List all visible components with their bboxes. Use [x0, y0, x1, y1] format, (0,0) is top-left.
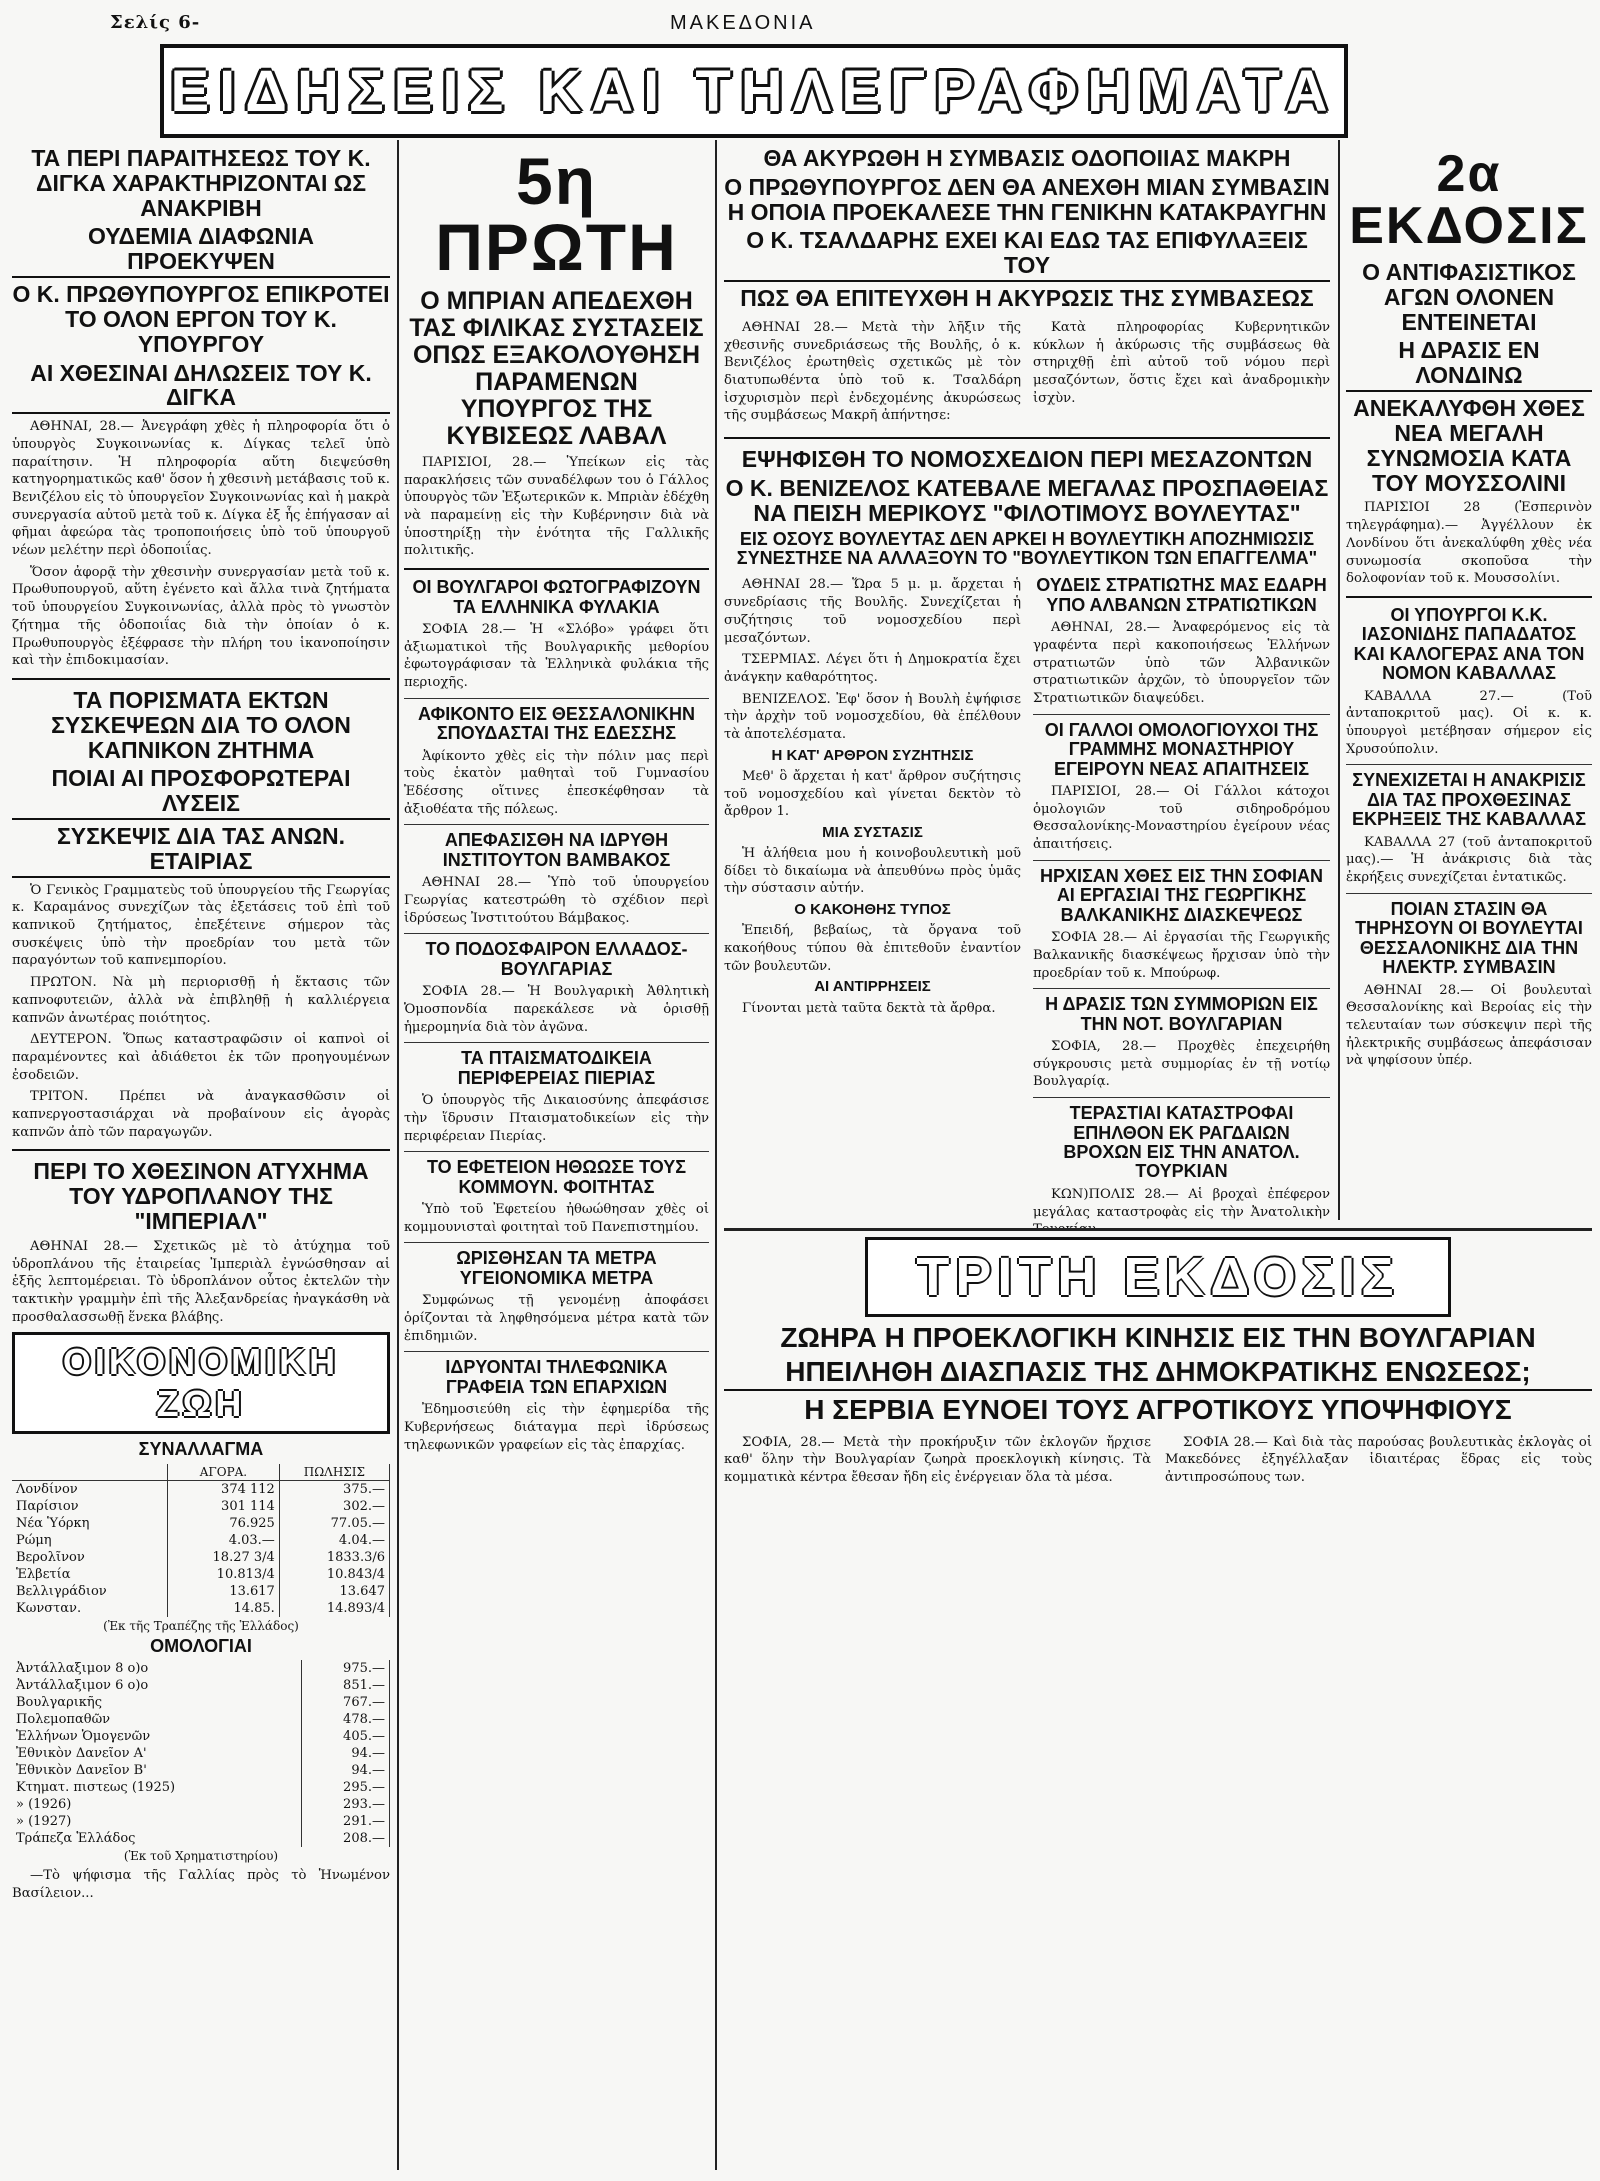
article-text: ΣΟΦΙΑ 28.— Ἡ Βουλγαρικὴ Ἀθλητικὴ Ὁμοσπονδία παρεκάλεσε νὰ ὁρισθῇ ἡμερομηνία διὰ τὸν ἀγῶνα.	[404, 984, 709, 1035]
fx-col-sell: ΠΩΛΗΣΙΣ	[279, 1464, 389, 1481]
column-1	[12, 142, 390, 2172]
article-text: Συμφώνως τῇ γενομένῃ ἀποφάσει ὁρίζονται τὰ ληφθησόμενα μέτρα κατὰ τῶν ἐπιδημιῶν.	[404, 1293, 709, 1344]
table-row: Παρίσιον 301 114 302.—	[12, 1498, 390, 1515]
article-rule	[12, 1149, 390, 1151]
article-rule	[1346, 764, 1592, 765]
article-text: Κατὰ πληροφορίας Κυβερνητικῶν κύκλων ἡ ἀκύρωσις τῆς συμβάσεως θὰ στηριχθῇ ἐπὶ αὐτοῦ τοῦ νόμου περὶ μεσαζόντων, ὅστις ἔχει καὶ ἀναδρομικὴν ἰσχὺν.	[1033, 319, 1330, 406]
headline: ΩΡΙΣΘΗΣΑΝ ΤΑ ΜΕΤΡΑ ΥΓΕΙΟΝΟΜΙΚΑ ΜΕΤΡΑ	[456, 1248, 657, 1288]
table-row: Ρώμη 4.03.— 4.04.—	[12, 1532, 390, 1549]
top-line	[110, 12, 1340, 36]
headline: Ο Κ. ΤΣΑΛΔΑΡΗΣ ΕΧΕΙ ΚΑΙ ΕΔΩ ΤΑΣ ΕΠΙΦΥΛΑΞΕΙΣ ΤΟΥ	[724, 228, 1330, 282]
subheading: Η ΚΑΤ' ΑΡΘΡΟΝ ΣΥΖΗΤΗΣΙΣ	[771, 746, 974, 764]
table-row: Ἀντάλλαξιμον 6 ο)ο 851.—	[12, 1677, 390, 1694]
headline: ΙΔΡΥΟΝΤΑΙ ΤΗΛΕΦΩΝΙΚΑ ΓΡΑΦΕΙΑ ΤΩΝ ΕΠΑΡΧΙΩΝ	[445, 1357, 668, 1397]
article-text: ΣΟΦΙΑ 28.— Ἡ «Σλόβο» γράφει ὅτι ἀξιωματικοὶ τῆς Βουλγαρικῆς μεθορίου ἐφωτογράφισαν τὰ Ἑλληνικὰ φυλάκια τῆς περιοχῆς.	[404, 622, 709, 691]
headline: ΑΝΕΚΑΛΥΦΘΗ ΧΘΕΣ ΝΕΑ ΜΕΓΑΛΗ ΣΥΝΩΜΟΣΙΑ ΚΑΤΑ ΤΟΥ ΜΟΥΣΣΟΛΙΝΙ	[1353, 395, 1585, 496]
table-row: Βελλιγράδιον 13.617 13.647	[12, 1583, 390, 1600]
table-row: Λονδίνον 374 112 375.—	[12, 1480, 390, 1498]
fx-note: (Ἐκ τῆς Τραπέζης τῆς Ἑλλάδος)	[103, 1618, 299, 1633]
headline: ΑΠΕΦΑΣΙΣΘΗ ΝΑ ΙΔΡΥΘΗ ΙΝΣΤΙΤΟΥΤΟΝ ΒΑΜΒΑΚΟΣ	[442, 830, 671, 870]
article-text: ΣΟΦΙΑ, 28.— Προχθὲς ἐπεχειρήθη σύγκρουσις μετὰ συμμορίας ἐν τῇ νοτίῳ Βουλγαρίᾳ.	[1033, 1039, 1330, 1090]
edition-label: 2α ΕΚΔΟΣΙΣ	[1349, 145, 1589, 255]
headline: ΟΙ ΥΠΟΥΡΓΟΙ Κ.Κ. ΙΑΣΟΝΙΔΗΣ ΠΑΠΑΔΑΤΟΣ ΚΑΙ ΚΑΛΟΓΕΡΑΣ ΑΝΑ ΤΟΝ ΝΟΜΟΝ ΚΑΒΑΛΛΑΣ	[1353, 604, 1585, 684]
table-row: Ἐθνικὸν Δανεῖον Α' 94.—	[12, 1745, 390, 1762]
article-text: ΣΟΦΙΑ 28.— Καὶ διὰ τὰς παρούσας βουλευτικὰς ἐκλογὰς οἱ Μακεδόνες ἐξηγέλλαξαν ἰδιαιτέρας ἕδρας εἰς τοὺς ἀντιπροσώπους των.	[1165, 1434, 1592, 1486]
headline: ΕΨΗΦΙΣΘΗ ΤΟ ΝΟΜΟΣΧΕΔΙΟΝ ΠΕΡΙ ΜΕΣΑΖΟΝΤΩΝ	[741, 446, 1313, 473]
headline: ΗΡΧΙΣΑΝ ΧΘΕΣ ΕΙΣ ΤΗΝ ΣΟΦΙΑΝ ΑΙ ΕΡΓΑΣΙΑΙ ΤΗΣ ΓΕΩΡΓΙΚΗΣ ΒΑΛΚΑΝΙΚΗΣ ΔΙΑΣΚΕΨΕΩΣ	[1039, 865, 1323, 925]
table-row: Κτηματ. πιστεως (1925) 295.—	[12, 1779, 390, 1796]
headline: ΟΙ ΒΟΥΛΓΑΡΟΙ ΦΩΤΟΓΡΑΦΙΖΟΥΝ ΤΑ ΕΛΛΗΝΙΚΑ ΦΥΛΑΚΙΑ	[412, 577, 701, 617]
headline: ΟΙ ΓΑΛΛΟΙ ΟΜΟΛΟΓΙΟΥΧΟΙ ΤΗΣ ΓΡΑΜΜΗΣ ΜΟΝΑΣΤΗΡΙΟΥ ΕΓΕΙΡΟΥΝ ΝΕΑΣ ΑΠΑΙΤΗΣΕΙΣ	[1044, 719, 1319, 779]
headline: Ο Κ. ΒΕΝΙΖΕΛΟΣ ΚΑΤΕΒΑΛΕ ΜΕΓΑΛΑΣ ΠΡΟΣΠΑΘΕΙΑΣ ΝΑ ΠΕΙΣΗ ΜΕΡΙΚΟΥΣ "ΦΙΛΟΤΙΜΟΥΣ ΒΟΥΛΕΥΤΑΣ"	[725, 474, 1329, 526]
article-rule	[404, 568, 709, 570]
article-subcolumn	[724, 572, 1021, 1243]
article-text: Ἀφίκοντο χθὲς εἰς τὴν πόλιν μας περὶ τοὺς ἑκατὸν μαθηταὶ τοῦ Γυμνασίου Ἐδέσσης οἵτινες ἐπεσκέφθησαν τὰ ἀξιοθέατα τῆς πόλεως.	[404, 748, 709, 817]
headline: Η ΔΡΑΣΙΣ ΕΝ ΛΟΝΔΙΝΩ	[1346, 338, 1592, 392]
article-rule	[12, 678, 390, 680]
table-row: » (1927) 291.—	[12, 1813, 390, 1830]
table-row: Τράπεζα Ἑλλάδος 208.—	[12, 1830, 390, 1847]
headline: ΟΥΔΕΜΙΑ ΔΙΑΦΩΝΙΑ ΠΡΟΕΚΥΨΕΝ	[12, 224, 390, 278]
article-text: ΚΑΒΑΛΛΑ 27.— (Τοῦ ἀνταποκριτοῦ μας). Οἱ κ. κ. ὑπουργοὶ μετέβησαν σήμερον εἰς Χρυσούπολιν.	[1346, 688, 1592, 757]
table-row: Ἑλλήνων Ὁμογενῶν 405.—	[12, 1728, 390, 1745]
article-text: ΑΘΗΝΑΙ 28.— Σχετικῶς μὲ τὸ ἀτύχημα τοῦ ὑδροπλάνου τῆς ἑταιρείας Ἰμπεριὰλ ἐγνώσθησαν αἱ ἑξῆς λεπτομέρειαι. Τὸ ὑδροπλάνον οὗτος ἐκτελῶν τὴν τακτικὴν γραμμὴν ἐπὶ τῆς Ἀλεξανδρείας ἠναγκάσθη νὰ προσθαλασσωθῇ ἕνεκα βλάβης.	[12, 1238, 390, 1325]
article-text: —Τὸ ψήφισμα τῆς Γαλλίας πρὸς τὸ Ἡνωμένον Βασίλειον...	[12, 1868, 390, 1901]
article-text: Ὁ Γενικὸς Γραμματεὺς τοῦ ὑπουργείου τῆς Γεωργίας κ. Καραμάνος συνεχίζων τὰς ἐξετάσεις τοῦ ἐπὶ τοῦ καπνικοῦ ζητήματος, ἐπεξέτεινε σήμερον τὰς συσκέψεις ὑπὸ τὴν προεδρίαν του μετὰ τῶν παραγόντων τοῦ καπνεμπορίου.	[12, 882, 390, 969]
article-text: ΑΘΗΝΑΙ 28.— Μετὰ τὴν λῆξιν τῆς χθεσινῆς συνεδριάσεως τῆς Βουλῆς, ὁ κ. Βενιζέλος ἐρωτηθεὶς σχετικῶς μὲ τὸν διατυπωθέντα ὑπὸ τοῦ κ. Τσαλδάρη ἰσχυρισμὸν περὶ ἐνδεχομένης ἀκυρώσεως τῆς συμβάσεως Μακρῆ ἀπήντησε:	[724, 319, 1021, 424]
article-text: ΠΡΩΤΟΝ. Νὰ μὴ περιορισθῇ ἡ ἔκτασις τῶν καπνοφυτειῶν, ἀλλὰ νὰ ἐπιβληθῇ ἡ καλλιέργεια καπνῶν ἀνωτέρας ποιότητος.	[12, 975, 390, 1026]
headline: ΤΑ ΠΕΡΙ ΠΑΡΑΙΤΗΣΕΩΣ ΤΟΥ Κ. ΔΙΓΚΑ ΧΑΡΑΚΤΗΡΙΖΟΝΤΑΙ ΩΣ ΑΝΑΚΡΙΒΗ	[31, 145, 371, 221]
table-row: Νέα Ὑόρκη 76.925 77.05.—	[12, 1515, 390, 1532]
headline: ΤΟ ΕΦΕΤΕΙΟΝ ΗΘΩΩΣΕ ΤΟΥΣ ΚΟΜΜΟΥΝ. ΦΟΙΤΗΤΑΣ	[426, 1157, 687, 1197]
column-4	[1346, 142, 1592, 1222]
edition-label: 5η ΠΡΩΤΗ	[435, 144, 678, 284]
third-edition-block	[724, 1228, 1592, 2173]
paper-name: ΜΑΚΕΔΟΝΙΑ	[670, 12, 816, 34]
headline: ΠΟΙΑΙ ΑΙ ΠΡΟΣΦΟΡΩΤΕΡΑΙ ΛΥΣΕΙΣ	[12, 766, 390, 820]
article-text: Ὅσον ἀφορᾷ τὴν χθεσινὴν συνεργασίαν μετὰ τοῦ κ. Πρωθυπουργοῦ, αὕτη ἐγένετο καὶ ἄλλα τινὰ ζητήματα τοῦ ὑπουργείου Συγκοινωνίας, ἀλλὰ πρὸς τὸ γνωστὸν ζήτημα τῆς ὁδοποιΐας διὰ τὴν ὁποίαν ὁ κ. Πρωθυπουργὸς ἐξέφρασε τὴν πλήρη του ἱκανοποίησιν καὶ τὴν ἐπιδοκιμασίαν.	[12, 564, 390, 669]
article-text: ΑΘΗΝΑΙ, 28.— Ἀνεγράφη χθὲς ἡ πληροφορία ὅτι ὁ ὑπουργὸς Συγκοινωνίας κ. Δίγκας τελεῖ ὑπὸ παραίτησιν. Ἡ πληροφορία αὕτη διεψεύσθη κατηγορηματικῶς καθ' ὅσον ἡ χθεσινὴ μετάβασις τοῦ κ. Βενιζέλου εἰς τὸ ὑπουργεῖον Συγκοινωνίας καὶ ἡ μακρὰ συνεργασία αὐτοῦ μετὰ τοῦ κ. Δίγκα ἐξ ἧς ἐπήγασαν αἱ φῆμαι ἀφεώρα τὰς τροποποιήσεις ὑπὸ τοῦ ὑπουργοῦ νέων μελέτην περὶ ὁδοποιΐας.	[12, 419, 390, 559]
page-number: Σελίς 6-	[110, 12, 201, 33]
article-rule	[724, 437, 1330, 439]
column-rule	[715, 140, 717, 2170]
table-row: Κωνσταν. 14.85. 14.893/4	[12, 1600, 390, 1617]
article-rule	[1033, 988, 1330, 989]
headline: ΕΙΣ ΟΣΟΥΣ ΒΟΥΛΕΥΤΑΣ ΔΕΝ ΑΡΚΕΙ Η ΒΟΥΛΕΥΤΙΚΗ ΑΠΟΖΗΜΙΩΣΙΣ ΣΥΝΕΣΤΗΣΕ ΝΑ ΑΛΛΑΞΟΥΝ ΤΟ "ΒΟΥΛΕΥΤΙΚΟΝ ΤΩΝ ΕΠΑΓΓΕΛΜΑ"	[736, 528, 1318, 569]
column-rule	[1338, 140, 1340, 1220]
article-text: ΠΑΡΙΣΙΟΙ 28 (Ἐσπερινὸν τηλεγράφημα).— Ἀγγέλλουν ἐκ Λονδίνου ὅτι ἀνεκαλύφθη χθὲς νέα συνωμοσία σκοποῦσα τὴν δολοφονίαν τοῦ κ. Μουσσολίνι.	[1346, 500, 1592, 587]
article-rule	[1033, 1097, 1330, 1098]
fx-table	[12, 1464, 390, 1617]
article-rule	[1033, 714, 1330, 715]
headline: ΤΟ ΠΟΔΟΣΦΑΙΡΟΝ ΕΛΛΑΔΟΣ-ΒΟΥΛΓΑΡΙΑΣ	[425, 939, 688, 979]
economy-banner: ΟΙΚΟΝΟΜΙΚΗ ΖΩΗ	[12, 1332, 390, 1434]
headline: Ο Κ. ΠΡΩΘΥΠΟΥΡΓΟΣ ΕΠΙΚΡΟΤΕΙ ΤΟ ΟΛΟΝ ΕΡΓΟΝ ΤΟΥ Κ. ΥΠΟΥΡΓΟΥ	[12, 281, 390, 357]
article-text: ΑΘΗΝΑΙ 28.— Οἱ βουλευταὶ Θεσσαλονίκης καὶ Βεροίας εἰς τὴν τελευταίαν των σύσκεψιν περὶ τῆς ἠλεκτρικῆς συμβάσεως ἀπεφάσισαν νὰ ψηφίσουν ὑπέρ.	[1346, 982, 1592, 1069]
article-text: Ὑπὸ τοῦ Ἐφετείου ἠθωώθησαν χθὲς οἱ κομμουνισταὶ φοιτηταὶ τοῦ Πανεπιστημίου.	[404, 1202, 709, 1235]
column-rule	[397, 140, 399, 2170]
article-text: Γίνονται μετὰ ταῦτα δεκτὰ τὰ ἄρθρα.	[742, 1000, 996, 1016]
subheading: Ο ΚΑΚΟΗΘΗΣ ΤΥΠΟΣ	[794, 901, 951, 919]
headline: ΤΑ ΠΤΑΙΣΜΑΤΟΔΙΚΕΙΑ ΠΕΡΙΦΕΡΕΙΑΣ ΠΙΕΡΙΑΣ	[457, 1048, 656, 1088]
article-text: Ἐδημοσιεύθη εἰς τὴν ἐφημερίδα τῆς Κυβερνήσεως διάταγμα περὶ ἱδρύσεως τηλεφωνικῶν γραφείων εἰς τὰς ἐπαρχίας.	[404, 1402, 709, 1453]
table-row: » (1926) 293.—	[12, 1796, 390, 1813]
article-text: ΑΘΗΝΑΙ 28.— Ὥρα 5 μ. μ. ἄρχεται ἡ συνεδρίασις τῆς Βουλῆς. Συνεχίζεται ἡ συζήτησις τοῦ νομοσχεδίου περὶ μεσαζόντων.	[724, 577, 1021, 646]
headline: ΑΦΙΚΟΝΤΟ ΕΙΣ ΘΕΣΣΑΛΟΝΙΚΗΝ ΣΠΟΥΔΑΣΤΑΙ ΤΗΣ ΕΔΕΣΣΗΣ	[417, 703, 696, 744]
article-text: ΔΕΥΤΕΡΟΝ. Ὅπως καταστραφῶσιν οἱ καπνοὶ οἱ παραμένοντες καὶ ἀδιάθετοι ἐκ τῶν προηγουμένων ἐσοδειῶν.	[12, 1032, 390, 1083]
bonds-title: ΟΜΟΛΟΓΙΑΙ	[150, 1635, 252, 1656]
third-edition-banner: ΤΡΙΤΗ ΕΚΔΟΣΙΣ	[865, 1237, 1451, 1317]
block-rule	[724, 1228, 1592, 1231]
article-rule	[404, 1151, 709, 1152]
article-text: ΑΘΗΝΑΙ, 28.— Ἀναφερόμενος εἰς τὰ γραφέντα περὶ κακοποιήσεως Ἑλλήνων στρατιωτῶν ὑπὸ τῶν Ἀλβανικῶν στρατιωτικῶν ἀρχῶν, τὸ ὑπουργεῖον τῶν Στρατιωτικῶν διαψεύδει.	[1033, 620, 1330, 707]
article-text: Ὁ ὑπουργὸς τῆς Δικαιοσύνης ἀπεφάσισε τὴν ἵδρυσιν Πταισματοδικείων εἰς τὴν περιφέρειαν Πιερίας.	[404, 1093, 709, 1144]
article-text: Ἐπειδή, βεβαίως, τὰ ὄργανα τοῦ κακοήθους τύπου θὰ ἐπιτεθοῦν ἐναντίον τῶν βουλευτῶν.	[724, 923, 1021, 974]
article-text: ΠΑΡΙΣΙΟΙ, 28.— Οἱ Γάλλοι κάτοχοι ὁμολογιῶν τοῦ σιδηροδρόμου Θεσσαλονίκης-Μοναστηρίου ἐγείρουν νέας ἀπαιτήσεις.	[1033, 784, 1330, 853]
article-rule	[404, 698, 709, 699]
table-row: Βουλγαρικῆς 767.—	[12, 1694, 390, 1711]
bonds-table	[12, 1660, 390, 1847]
article-text: ΠΑΡΙΣΙΟΙ, 28.— Ὑπείκων εἰς τὰς παρακλήσεις τῶν συναδέλφων του ὁ Γάλλος ὑπουργὸς τῶν Ἐξωτερικῶν κ. Μπριὰν ἐδέχθη νὰ παραμείνῃ εἰς τὴν Κυβέρνησιν διὰ νὰ ὑποστηρίξῃ τὴν ἑνότητα τῆς Γαλλικῆς πολιτικῆς.	[404, 455, 709, 559]
table-row: Ἐθνικὸν Δανεῖον Β' 94.—	[12, 1762, 390, 1779]
article-rule	[404, 824, 709, 825]
headline: ΗΠΕΙΛΗΘΗ ΔΙΑΣΠΑΣΙΣ ΤΗΣ ΔΗΜΟΚΡΑΤΙΚΗΣ ΕΝΩΣΕΩΣ;	[724, 1357, 1592, 1391]
fx-col-buy: ΑΓΟΡΑ.	[168, 1464, 280, 1481]
headline: ΠΟΙΑΝ ΣΤΑΣΙΝ ΘΑ ΤΗΡΗΣΟΥΝ ΟΙ ΒΟΥΛΕΥΤΑΙ ΘΕΣΣΑΛΟΝΙΚΗΣ ΔΙΑ ΤΗΝ ΗΛΕΚΤΡ. ΣΥΜΒΑΣΙΝ	[1355, 898, 1583, 978]
headline: ΠΕΡΙ ΤΟ ΧΘΕΣΙΝΟΝ ΑΤΥΧΗΜΑ ΤΟΥ ΥΔΡΟΠΛΑΝΟΥ ΤΗΣ "ΙΜΠΕΡΙΑΛ"	[33, 1158, 369, 1234]
headline: ΤΑ ΠΟΡΙΣΜΑΤΑ ΕΚΤΩΝ ΣΥΣΚΕΨΕΩΝ ΔΙΑ ΤΟ ΟΛΟΝ ΚΑΠΝΙΚΟΝ ΖΗΤΗΜΑ	[51, 686, 351, 763]
article-columns	[724, 315, 1330, 429]
headline: Η ΣΕΡΒΙΑ ΕΥΝΟΕΙ ΤΟΥΣ ΑΓΡΟΤΙΚΟΥΣ ΥΠΟΨΗΦΙΟΥΣ	[804, 1394, 1512, 1426]
bonds-note: (Ἐκ τοῦ Χρηματιστηρίου)	[123, 1849, 279, 1864]
article-text: ΚΑΒΑΛΛΑ 27 (τοῦ ἀνταποκριτοῦ μας).— Ἡ ἀνάκρισις διὰ τὰς ἐκρήξεις συνεχίζεται ἐντατικῶς.	[1346, 834, 1592, 886]
headline: ΣΥΝΕΧΙΖΕΤΑΙ Η ΑΝΑΚΡΙΣΙΣ ΔΙΑ ΤΑΣ ΠΡΟΧΘΕΣΙΝΑΣ ΕΚΡΗΞΕΙΣ ΤΗΣ ΚΑΒΑΛΛΑΣ	[1351, 770, 1586, 830]
article-rule	[404, 1242, 709, 1243]
article-rule	[1033, 860, 1330, 861]
article-text: ΒΕΝΙΖΕΛΟΣ. Ἐφ' ὅσον ἡ Βουλὴ ἐψήφισε τὴν ἀρχὴν τοῦ νομοσχεδίου, θὰ ἐπέλθουν τὰ ἀποτελέσματα.	[724, 691, 1021, 742]
headline: Ο ΑΝΤΙΦΑΣΙΣΤΙΚΟΣ ΑΓΩΝ ΟΛΟΝΕΝ ΕΝΤΕΙΝΕΤΑΙ	[1362, 259, 1576, 335]
article-text: ΚΩΝ)ΠΟΛΙΣ 28.— Αἱ βροχαὶ ἐπέφερον μεγάλας καταστροφὰς εἰς τὴν Ἀνατολικὴν	[1033, 1186, 1330, 1220]
headline: ΑΙ ΧΘΕΣΙΝΑΙ ΔΗΛΩΣΕΙΣ ΤΟΥ Κ. ΔΙΓΚΑ	[12, 361, 390, 415]
headline: ΣΥΣΚΕΨΙΣ ΔΙΑ ΤΑΣ ΑΝΩΝ. ΕΤΑΙΡΙΑΣ	[12, 824, 390, 878]
article-rule	[1346, 596, 1592, 598]
article-text: ΣΟΦΙΑ, 28.— Μετὰ τὴν προκήρυξιν τῶν ἐκλογῶν ἤρχισε καθ' ὅλην τὴν Βουλγαρίαν ζωηρὰ προεκλογικὴ κίνησις. Τὰ κομματικὰ κέντρα ἔθεσαν ἤδη εἰς ἐνέργειαν ὅλα τὰ μέσα.	[724, 1434, 1151, 1486]
headline: Η ΔΡΑΣΙΣ ΤΩΝ ΣΥΜΜΟΡΙΩΝ ΕΙΣ ΤΗΝ ΝΟΤ. ΒΟΥΛΓΑΡΙΑΝ	[1045, 994, 1318, 1034]
article-text: Ἡ ἀλήθεια μου ἡ κοινοβουλευτικὴ μοῦ δίδει τὸ δικαίωμα νὰ ἀπευθύνω πρὸς ὑμᾶς τὴν σύστασιν αὐτήν.	[724, 846, 1021, 897]
article-rule	[1346, 893, 1592, 894]
section-title: ΕΙΔΗΣΕΙΣ ΚΑΙ ΤΗΛΕΓΡΑΦΗΜΑΤΑ	[160, 44, 1348, 138]
article-rule	[404, 933, 709, 934]
article-rule	[404, 1042, 709, 1043]
article-text: ΑΘΗΝΑΙ 28.— Ὑπὸ τοῦ ὑπουργείου Γεωργίας κατεστρώθη τὸ σχέδιον περὶ ἱδρύσεως Ἰνστιτούτου Βάμβακος.	[404, 875, 709, 926]
table-row: Πολεμοπαθῶν 478.—	[12, 1711, 390, 1728]
headline: Ο ΠΡΩΘΥΠΟΥΡΓΟΣ ΔΕΝ ΘΑ ΑΝΕΧΘΗ ΜΙΑΝ ΣΥΜΒΑΣΙΝ Η ΟΠΟΙΑ ΠΡΟΕΚΑΛΕΣΕ ΤΗΝ ΓΕΝΙΚΗΝ ΚΑΤΑΚΡΑΥΓΗΝ	[724, 173, 1330, 225]
headline: ΠΩΣ ΘΑ ΕΠΙΤΕΥΧΘΗ Η ΑΚΥΡΩΣΙΣ ΤΗΣ ΣΥΜΒΑΣΕΩΣ	[740, 285, 1314, 312]
article-subcolumn	[1033, 572, 1330, 1243]
fx-title: ΣΥΝΑΛΛΑΓΜΑ	[138, 1439, 264, 1460]
headline: ΘΑ ΑΚΥΡΩΘΗ Η ΣΥΜΒΑΣΙΣ ΟΔΟΠΟΙΙΑΣ ΜΑΚΡΗ	[763, 145, 1291, 171]
headline: ΖΩΗΡΑ Η ΠΡΟΕΚΛΟΓΙΚΗ ΚΙΝΗΣΙΣ ΕΙΣ ΤΗΝ ΒΟΥΛΓΑΡΙΑΝ	[780, 1322, 1536, 1353]
article-columns	[724, 1430, 1592, 1491]
article-columns	[724, 572, 1330, 1243]
table-row: Ἑλβετία 10.813/4 10.843/4	[12, 1566, 390, 1583]
table-header-row	[12, 1464, 390, 1481]
subheading: ΑΙ ΑΝΤΙΡΡΗΣΕΙΣ	[814, 978, 931, 996]
article-text: Μεθ' ὃ ἄρχεται ἡ κατ' ἄρθρον συζήτησις τοῦ νομοσχεδίου καὶ γίνεται δεκτὸν τὸ ἄρθρον 1.	[724, 768, 1021, 820]
article-rule	[404, 1351, 709, 1352]
subheading: ΜΙΑ ΣΥΣΤΑΣΙΣ	[822, 823, 923, 841]
article-text: ΤΣΕΡΜΙΑΣ. Λέγει ὅτι ἡ Δημοκρατία ἔχει ἀνάγκην καθαρότητος.	[724, 652, 1021, 685]
article-text: ΣΟΦΙΑ 28.— Αἱ ἐργασίαι τῆς Γεωργικῆς Βαλκανικῆς διασκέψεως ἤρχισαν ὑπὸ τὴν προεδρίαν τοῦ κ. Μπούρωφ.	[1033, 930, 1330, 981]
table-row: Ἀντάλλαξιμον 8 ο)ο 975.—	[12, 1660, 390, 1677]
article-text: ΤΡΙΤΟΝ. Πρέπει νὰ ἀναγκασθῶσιν οἱ καπνεργοστασιάρχαι νὰ προβαίνουν εἰς ἀγορὰς καπνῶν ἀπὸ τῶν παραγωγῶν.	[12, 1089, 390, 1140]
headline: Ο ΜΠΡΙΑΝ ΑΠΕΔΕΧΘΗ ΤΑΣ ΦΙΛΙΚΑΣ ΣΥΣΤΑΣΕΙΣ ΟΠΩΣ ΕΞΑΚΟΛΟΥΘΗΣΗ ΠΑΡΑΜΕΝΩΝ ΥΠΟΥΡΓΟΣ ΤΗΣ ΚΥΒΙΣΕΩΣ ΛΑΒΑΛ	[409, 287, 704, 450]
column-2	[404, 142, 709, 2172]
table-row: Βερολῖνον 18.27 3/4 1833.3/6	[12, 1549, 390, 1566]
headline: ΤΕΡΑΣΤΙΑΙ ΚΑΤΑΣΤΡΟΦΑΙ ΕΠΗΛΘΟΝ ΕΚ ΡΑΓΔΑΙΩΝ ΒΡΟΧΩΝ ΕΙΣ ΤΗΝ ΑΝΑΤΟΛ. ΤΟΥΡΚΙΑΝ	[1063, 1103, 1300, 1182]
headline: ΟΥΔΕΙΣ ΣΤΡΑΤΙΩΤΗΣ ΜΑΣ ΕΔΑΡΗ ΥΠΟ ΑΛΒΑΝΩΝ ΣΤΡΑΤΙΩΤΙΚΩΝ	[1036, 575, 1327, 615]
